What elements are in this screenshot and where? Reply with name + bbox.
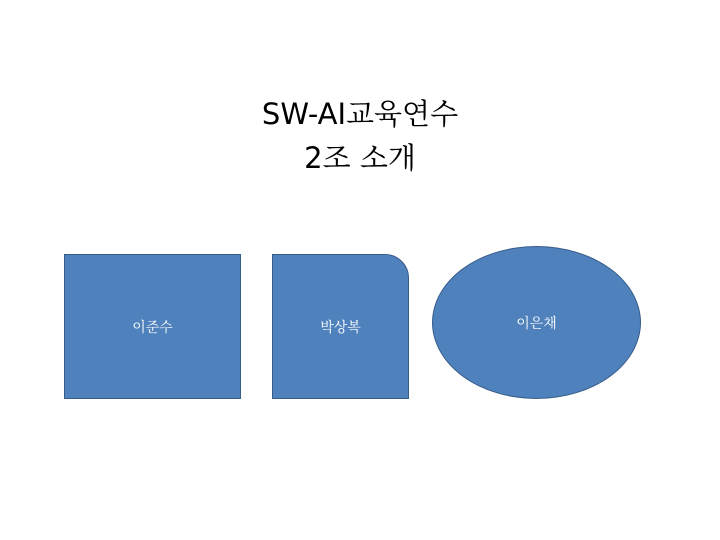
member-box-rectangle (64, 254, 241, 399)
member-name: 박상복 (320, 319, 361, 336)
member-box-ellipse (432, 246, 641, 399)
title-line-1: SW-AI교육연수 (261, 97, 459, 131)
title-line-2: 2조 소개 (304, 141, 416, 175)
member-box-rounded-corner (272, 254, 409, 399)
member-name: 이은채 (516, 316, 557, 332)
member-name: 이준수 (132, 319, 173, 336)
slide-title (0, 92, 720, 180)
